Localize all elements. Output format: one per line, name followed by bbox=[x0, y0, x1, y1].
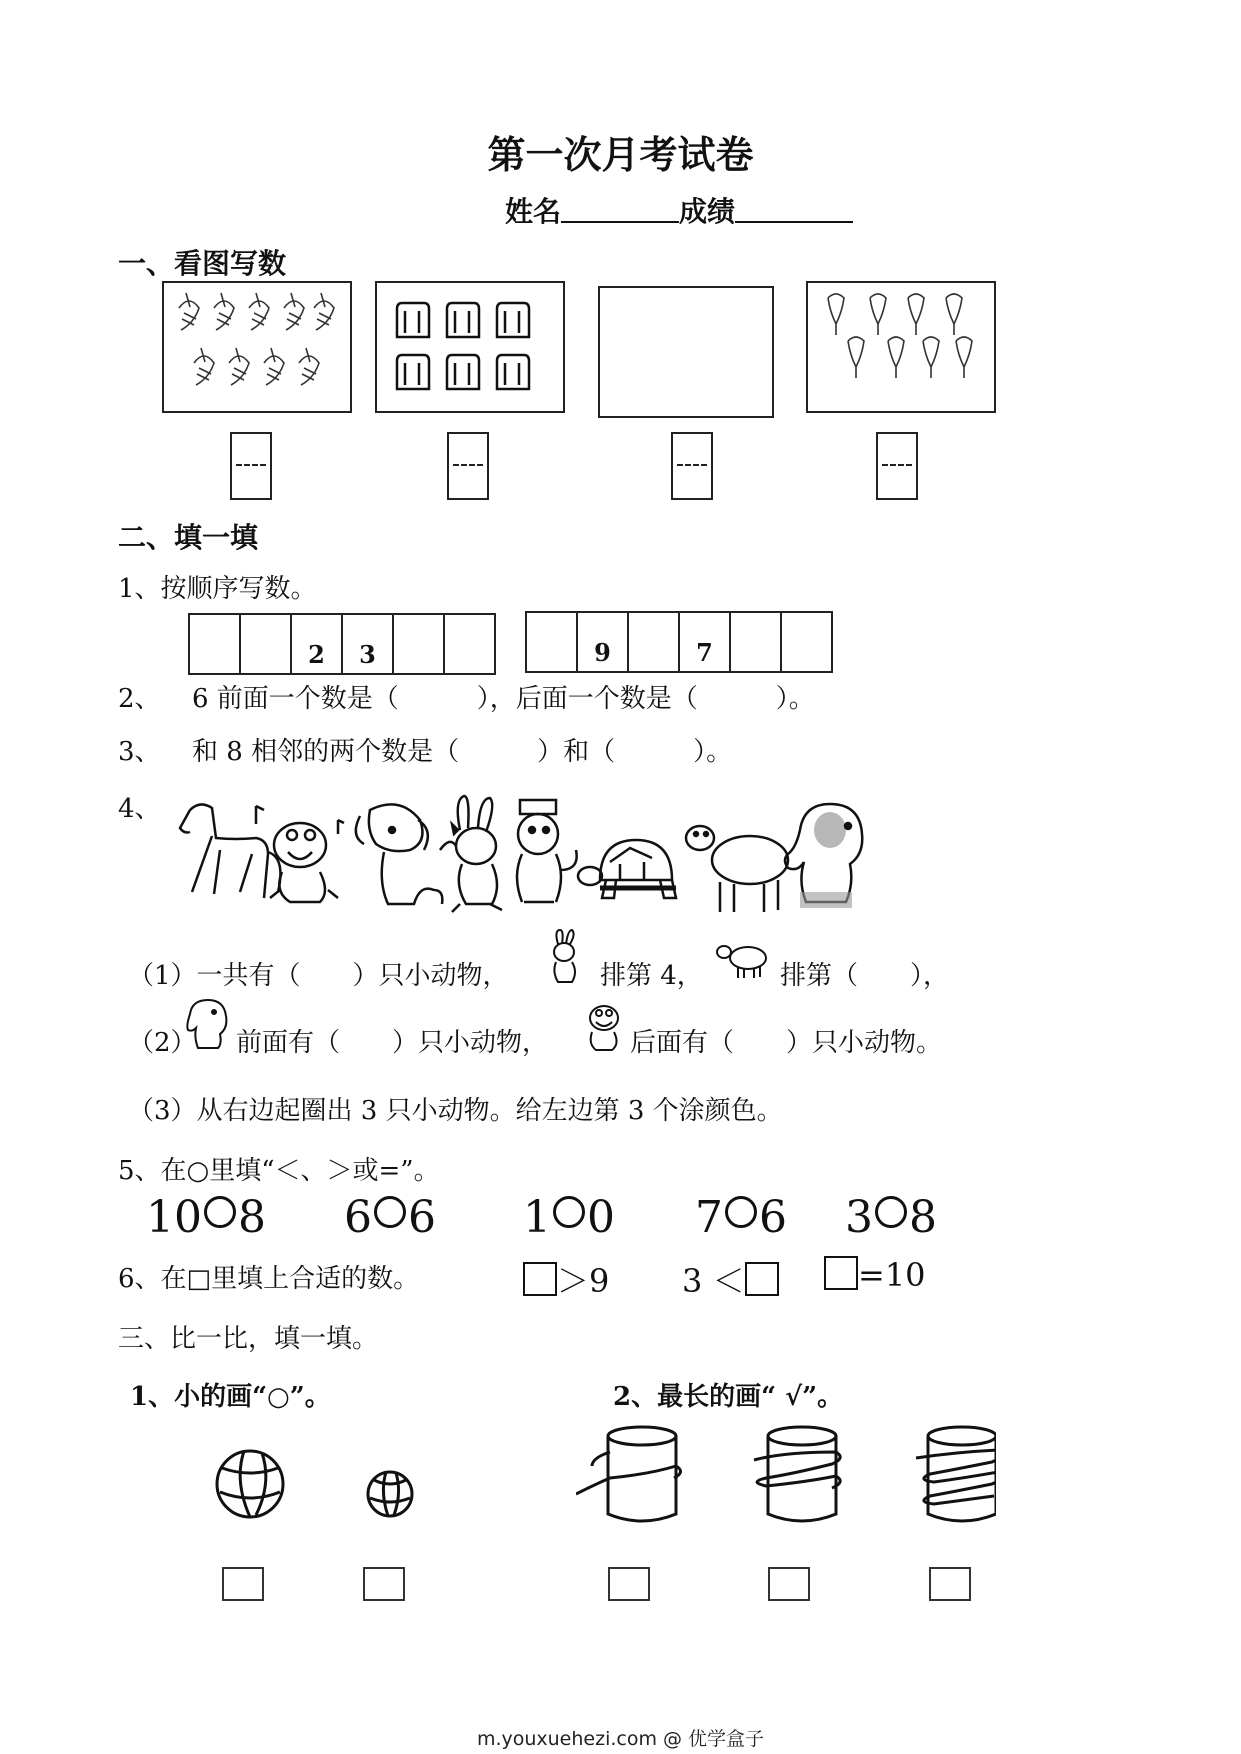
score-label: 成绩 bbox=[679, 195, 736, 228]
q4-3-text: （3）从右边起圈出 3 只小动物。给左边第 3 个涂颜色。 bbox=[128, 1096, 783, 1126]
sheep-icon bbox=[712, 936, 774, 980]
cylinder-2-icon bbox=[754, 1427, 840, 1521]
compare-circle[interactable] bbox=[875, 1196, 907, 1228]
seq1-cell: 2 bbox=[292, 615, 343, 673]
seq2-cell[interactable] bbox=[782, 613, 831, 671]
q6-text: 6、在□里填上合适的数。 bbox=[118, 1264, 420, 1294]
seq2-cell: 7 bbox=[680, 613, 731, 671]
q4-1-text-c: 排第（ ）， bbox=[780, 961, 950, 991]
frog-icon bbox=[576, 994, 632, 1054]
picture-box-empty bbox=[598, 286, 774, 418]
answer-box-1[interactable] bbox=[230, 432, 272, 500]
q6-expr-1: ＞9 bbox=[523, 1256, 609, 1302]
name-blank[interactable] bbox=[561, 195, 679, 223]
compare-item: 7 6 bbox=[695, 1192, 787, 1243]
shrimp-picture bbox=[164, 283, 350, 411]
compare-circle[interactable] bbox=[204, 1196, 236, 1228]
seq1-cell[interactable] bbox=[394, 615, 445, 673]
q4-2-text-a: （2） bbox=[128, 1028, 197, 1058]
cabbage-picture bbox=[808, 283, 994, 411]
q2-text: 6 前面一个数是（ ），后面一个数是（ ）。 bbox=[192, 684, 815, 714]
elephant-icon bbox=[785, 804, 862, 908]
cylinders-picture bbox=[576, 1424, 996, 1534]
compare-item: 3 8 bbox=[845, 1192, 937, 1243]
seq1-cell[interactable] bbox=[190, 615, 241, 673]
footer-watermark: m.youxuehezi.com @ 优学盒子 bbox=[476, 1728, 765, 1750]
score-blank[interactable] bbox=[735, 195, 853, 223]
section3-sub1: 1、小的画“○”。 bbox=[130, 1382, 331, 1412]
big-ball-icon bbox=[217, 1451, 283, 1517]
name-score-row bbox=[505, 190, 853, 230]
q4-1-text-a: （1）一共有（ ）只小动物， bbox=[128, 961, 509, 991]
answer-box-cylinder-1[interactable] bbox=[608, 1567, 650, 1601]
compare-item: 1 0 bbox=[523, 1192, 615, 1243]
section3-sub2: 2、最长的画“ √”。 bbox=[613, 1382, 844, 1412]
seq1-cell[interactable] bbox=[241, 615, 292, 673]
dog-icon bbox=[356, 804, 456, 904]
q6-expr-3: =10 bbox=[824, 1256, 926, 1294]
answer-box-cylinder-3[interactable] bbox=[929, 1567, 971, 1601]
q6-expr-2: 3 ＜ bbox=[682, 1256, 779, 1302]
name-label: 姓名 bbox=[505, 195, 562, 228]
q3-number: 3、 bbox=[118, 737, 161, 767]
seq1-cell: 3 bbox=[343, 615, 394, 673]
answer-box-3[interactable] bbox=[671, 432, 713, 500]
q4-2-text-b: 前面有（ ）只小动物， bbox=[236, 1028, 549, 1058]
section1-heading: 一、看图写数 bbox=[118, 247, 287, 280]
compare-item: 10 8 bbox=[146, 1192, 266, 1243]
page-title: 第一次月考试卷 bbox=[487, 132, 754, 177]
answer-box-4[interactable] bbox=[876, 432, 918, 500]
section2-heading: 二、填一填 bbox=[118, 521, 259, 554]
q6-blank-1[interactable] bbox=[523, 1262, 557, 1296]
animal-row bbox=[160, 790, 920, 940]
seq2-cell[interactable] bbox=[731, 613, 782, 671]
answer-box-ball-big[interactable] bbox=[222, 1567, 264, 1601]
q4-number: 4、 bbox=[118, 794, 161, 824]
seq1-cell[interactable] bbox=[445, 615, 494, 673]
schoolbag-picture bbox=[377, 283, 563, 411]
compare-circle[interactable] bbox=[553, 1196, 585, 1228]
sheep-icon bbox=[686, 826, 788, 912]
monkey-icon bbox=[517, 800, 577, 902]
rabbit-icon bbox=[452, 796, 502, 912]
cylinder-1-icon bbox=[576, 1427, 681, 1521]
compare-circle[interactable] bbox=[725, 1196, 757, 1228]
seq2-cell[interactable] bbox=[527, 613, 578, 671]
answer-box-2[interactable] bbox=[447, 432, 489, 500]
sequence-row-1 bbox=[188, 613, 496, 675]
q5-text: 5、在○里填“＜、＞或=”。 bbox=[118, 1156, 440, 1186]
turtle-icon bbox=[578, 840, 676, 898]
small-ball-icon bbox=[368, 1472, 412, 1516]
balls-picture bbox=[210, 1440, 430, 1530]
q2-number: 2、 bbox=[118, 684, 161, 714]
picture-box-cabbages bbox=[806, 281, 996, 413]
q3-text: 和 8 相邻的两个数是（ ）和（ ）。 bbox=[192, 737, 733, 767]
picture-box-shrimp bbox=[162, 281, 352, 413]
sequence-row-2 bbox=[525, 611, 833, 673]
compare-circle[interactable] bbox=[374, 1196, 406, 1228]
q4-1-text-b: 排第 4， bbox=[600, 961, 703, 991]
q1-text: 1、按顺序写数。 bbox=[118, 574, 317, 604]
answer-box-ball-small[interactable] bbox=[363, 1567, 405, 1601]
seq2-cell: 9 bbox=[578, 613, 629, 671]
cylinder-3-icon bbox=[916, 1427, 996, 1521]
section3-heading: 三、比一比，填一填。 bbox=[118, 1324, 379, 1354]
q6-blank-3[interactable] bbox=[824, 1256, 858, 1290]
answer-box-cylinder-2[interactable] bbox=[768, 1567, 810, 1601]
horse-icon bbox=[180, 804, 280, 898]
picture-box-bags bbox=[375, 281, 565, 413]
elephant-icon bbox=[182, 994, 234, 1050]
q4-2-text-c: 后面有（ ）只小动物。 bbox=[630, 1028, 943, 1058]
seq2-cell[interactable] bbox=[629, 613, 680, 671]
rabbit-icon bbox=[540, 928, 588, 988]
q6-blank-2[interactable] bbox=[745, 1262, 779, 1296]
compare-item: 6 6 bbox=[344, 1192, 436, 1243]
